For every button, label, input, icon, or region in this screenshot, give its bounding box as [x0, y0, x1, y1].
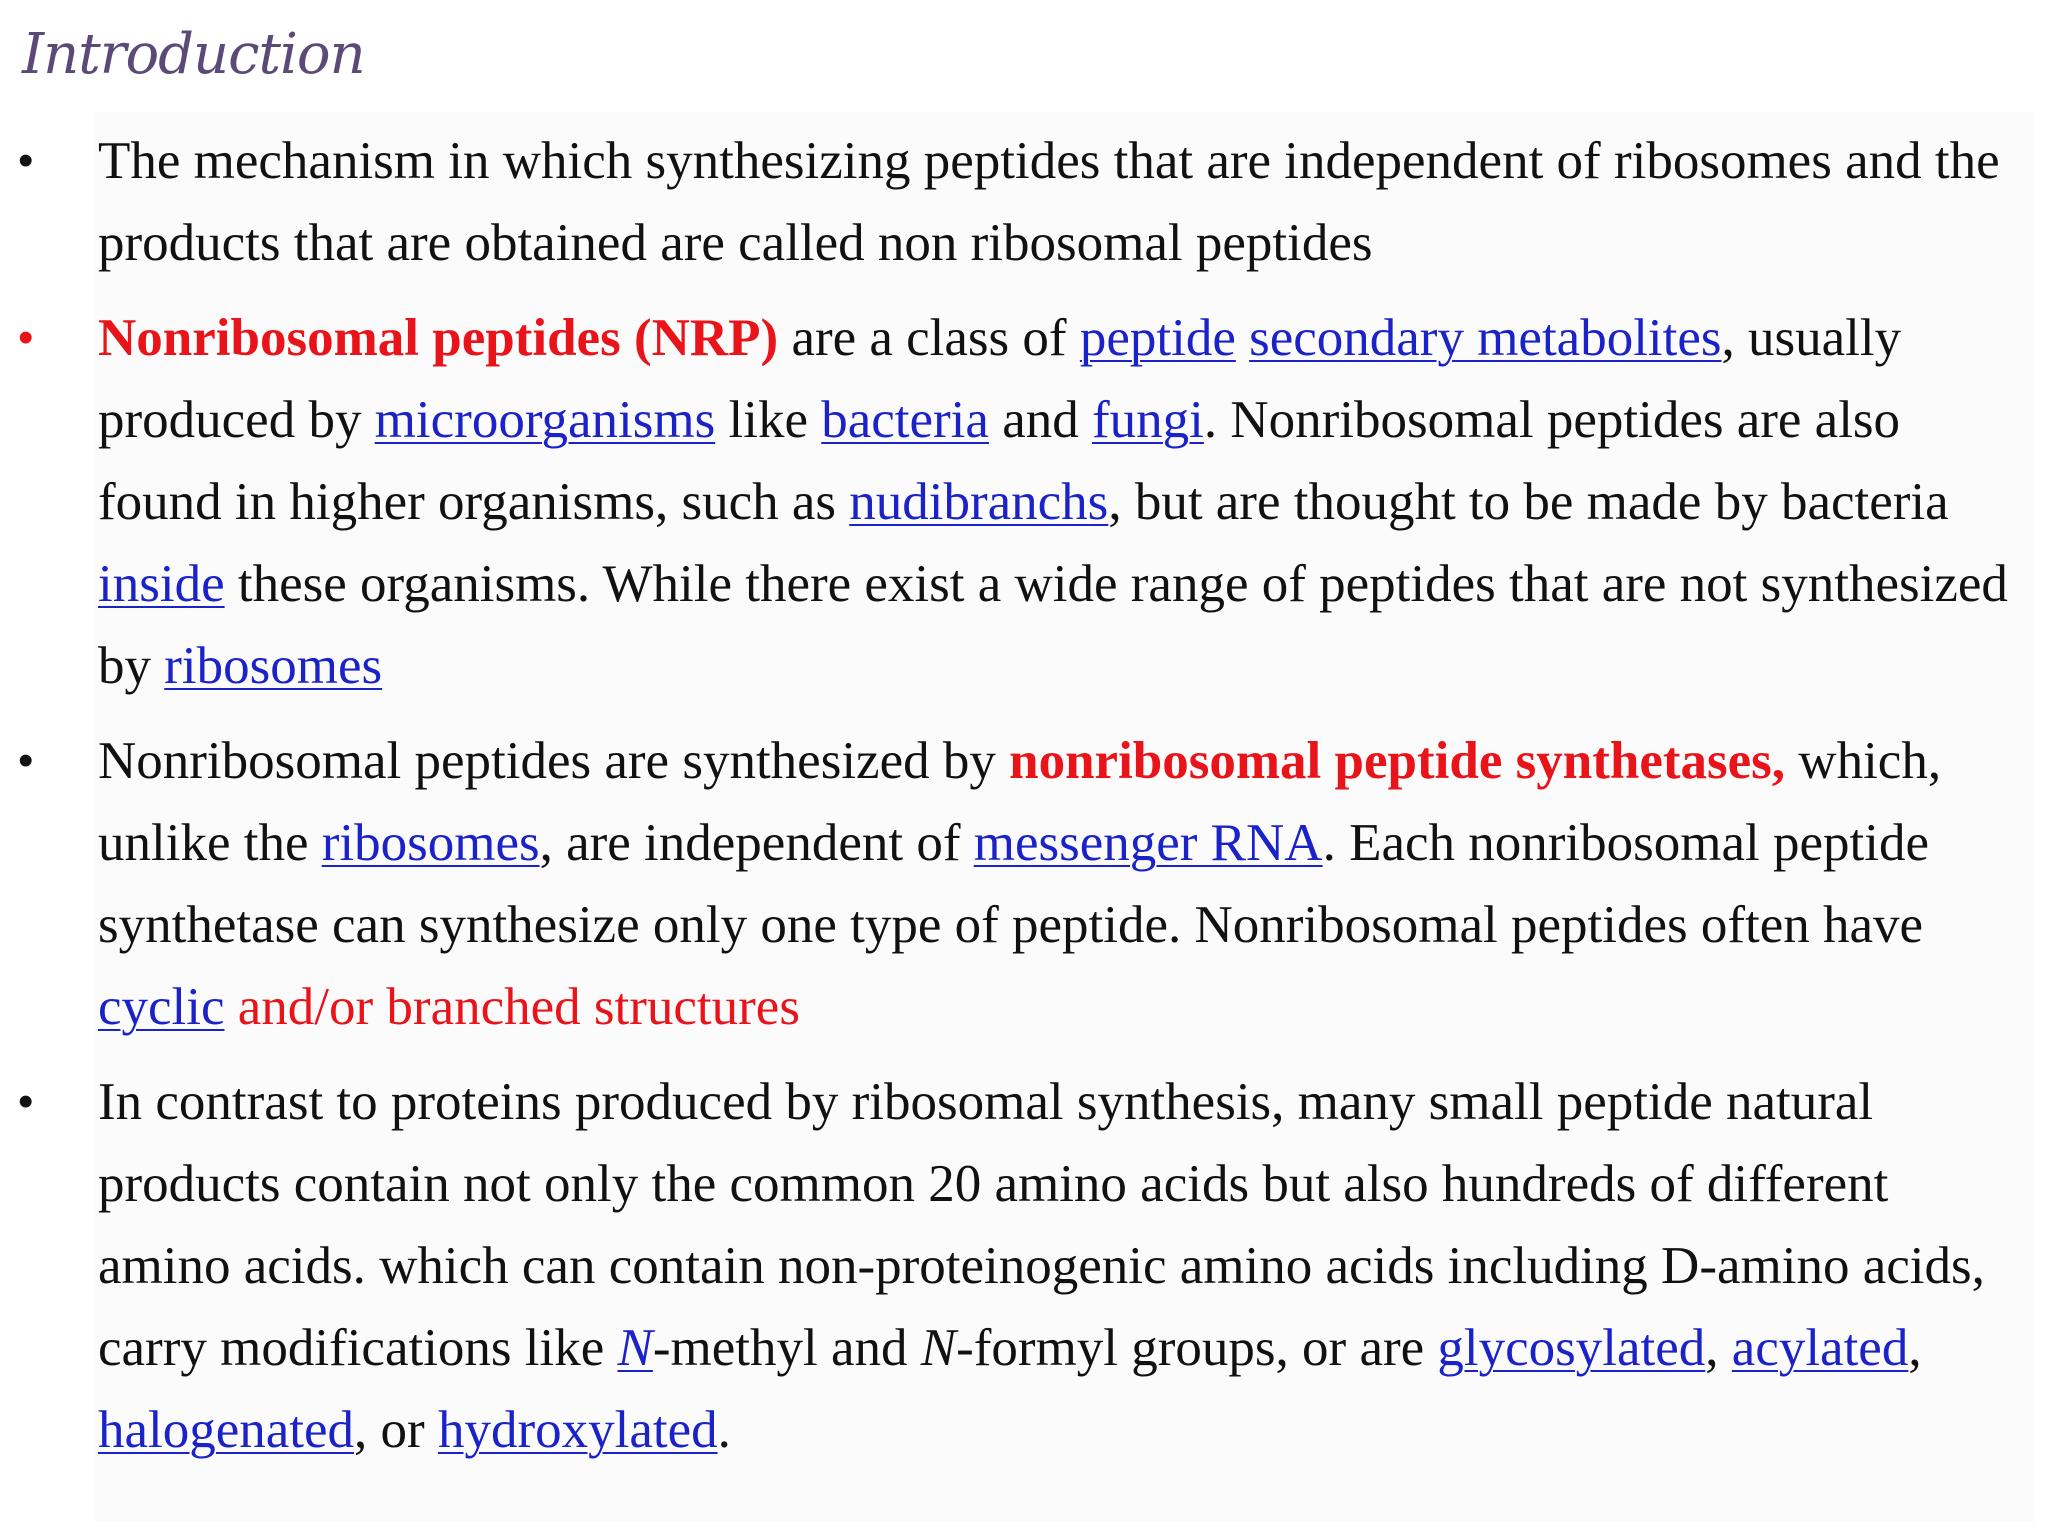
bullet-text: . Nonribosomal peptides are also found in higher organisms, such as — [98, 391, 1901, 531]
link-acylated[interactable]: acylated — [1731, 1319, 1909, 1377]
bullet-text: , usually produced by — [98, 309, 1902, 449]
link-cyclic[interactable]: cyclic — [98, 978, 225, 1036]
page-title: Introduction — [22, 22, 365, 87]
bullet-text: -formyl groups, or are — [956, 1319, 1438, 1377]
link-ribosomes[interactable]: ribosomes — [321, 814, 540, 872]
bullet-item-2 — [0, 297, 2048, 707]
emphasis-phrase: and/or branched structures — [237, 978, 800, 1036]
bullet-item-1 — [0, 120, 2048, 284]
link-glycosylated[interactable]: glycosylated — [1437, 1319, 1706, 1377]
link-n-methyl[interactable]: N — [617, 1319, 653, 1377]
bullet-text: , but are thought to be made by bacteria — [1108, 473, 1949, 531]
link-bacteria[interactable]: bacteria — [821, 391, 989, 449]
bullet-item-3 — [0, 720, 2048, 1048]
bullet-list — [0, 120, 2048, 1484]
bullet-text: -methyl and — [652, 1319, 921, 1377]
bullet-text: these organisms. While there exist a wide range of peptides that are not synthesized by — [98, 555, 2008, 695]
bullet-item-4 — [0, 1061, 2048, 1471]
bullet-marker: • — [18, 736, 34, 785]
bullet-text: and — [988, 391, 1092, 449]
bullet-text: which, unlike the — [98, 732, 1942, 872]
bullet-text: , — [1705, 1319, 1732, 1377]
bullet-text: , are independent of — [539, 814, 974, 872]
link-peptide[interactable]: peptide — [1079, 309, 1236, 367]
bullet-text: . — [717, 1401, 731, 1459]
bullet-text: , or — [354, 1401, 438, 1459]
link-fungi[interactable]: fungi — [1091, 391, 1204, 449]
italic-n: N — [920, 1319, 957, 1377]
bullet-text — [1236, 309, 1249, 367]
bullet-text — [225, 978, 238, 1036]
bullet-text: The mechanism in which synthesizing peptides that are independent of ribosomes and the products that are obtained are called non ribosomal peptides — [98, 132, 2000, 272]
bullet-text: In contrast to proteins produced by ribosomal synthesis, many small peptide natural products contain not only the common 20 amino acids but also hundreds of different amino acids. which can contain non-proteinogenic amino acids including D-amino acids, carry modifications like — [98, 1073, 1985, 1377]
bullet-text: are a class of — [778, 309, 1080, 367]
link-ribosomes[interactable]: ribosomes — [164, 637, 383, 695]
bullet-text: . Each nonribosomal peptide synthetase can synthesize only one type of peptide. Nonribosomal peptides often have — [98, 814, 1929, 954]
link-halogenated[interactable]: halogenated — [98, 1401, 355, 1459]
emphasis-term: nonribosomal peptide synthetases, — [1009, 732, 1786, 790]
bullet-text: Nonribosomal peptides are synthesized by — [98, 732, 1010, 790]
link-microorganisms[interactable]: microorganisms — [374, 391, 716, 449]
link-secondary-metabolites[interactable]: secondary metabolites — [1249, 309, 1722, 367]
link-messenger-rna[interactable]: messenger RNA — [973, 814, 1323, 872]
emphasis-term: Nonribosomal peptides (NRP) — [98, 309, 779, 367]
bullet-text: , — [1908, 1319, 1922, 1377]
bullet-marker: • — [18, 313, 34, 362]
link-inside[interactable]: inside — [98, 555, 225, 613]
bullet-marker: • — [18, 136, 34, 185]
link-nudibranchs[interactable]: nudibranchs — [849, 473, 1109, 531]
bullet-text: like — [715, 391, 822, 449]
bullet-marker: • — [18, 1077, 34, 1126]
link-hydroxylated[interactable]: hydroxylated — [437, 1401, 718, 1459]
